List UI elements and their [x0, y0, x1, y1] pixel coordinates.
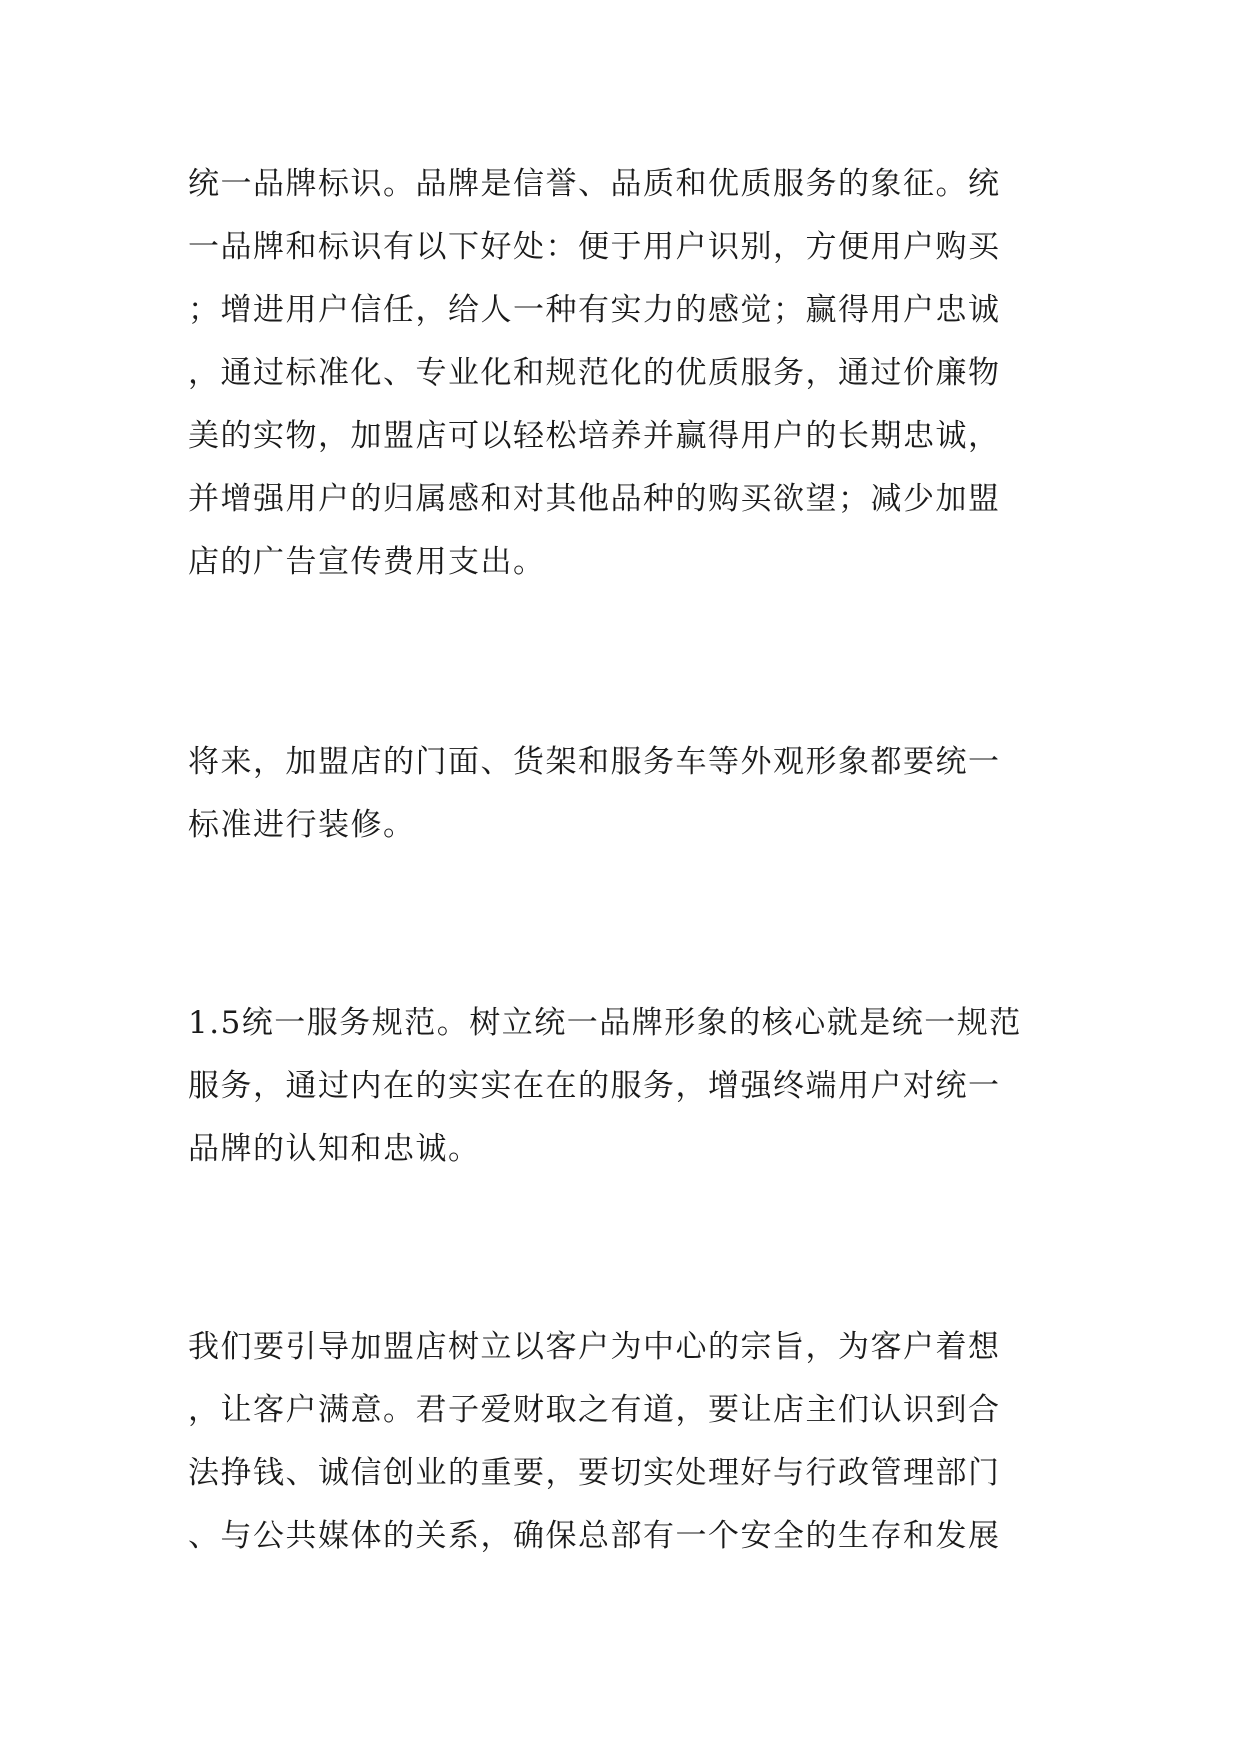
- text-line: 品牌的认知和忠诚。: [188, 1131, 481, 1167]
- text-line: ，通过标准化、专业化和规范化的优质服务，通过价廉物: [188, 355, 1001, 391]
- text-line: 一品牌和标识有以下好处：便于用户识别，方便用户购买: [188, 229, 1001, 265]
- text-line: 标准进行装修。: [188, 807, 416, 843]
- text-line: 统一品牌标识。品牌是信誉、品质和优质服务的象征。统: [188, 166, 1001, 202]
- text-line: ，让客户满意。君子爱财取之有道，要让店主们认识到合: [188, 1392, 1001, 1428]
- text-line: 我们要引导加盟店树立以客户为中心的宗旨，为客户着想: [188, 1329, 1001, 1365]
- text-line: 、与公共媒体的关系，确保总部有一个安全的生存和发展: [188, 1518, 1001, 1554]
- text-line: 法挣钱、诚信创业的重要，要切实处理好与行政管理部门: [188, 1455, 1001, 1491]
- text-line: 将来，加盟店的门面、货架和服务车等外观形象都要统一: [188, 744, 1001, 780]
- text-line: 并增强用户的归属感和对其他品种的购买欲望；减少加盟: [188, 481, 1001, 517]
- text-line: 1.5统一服务规范。树立统一品牌形象的核心就是统一规范: [188, 1005, 1022, 1041]
- text-line: 服务，通过内在的实实在在的服务，增强终端用户对统一: [188, 1068, 1001, 1104]
- text-line: 店的广告宣传费用支出。: [188, 544, 546, 580]
- text-line: ；增进用户信任，给人一种有实力的感觉；赢得用户忠诚: [188, 292, 1001, 328]
- text-line: 美的实物，加盟店可以轻松培养并赢得用户的长期忠诚，: [188, 418, 1001, 454]
